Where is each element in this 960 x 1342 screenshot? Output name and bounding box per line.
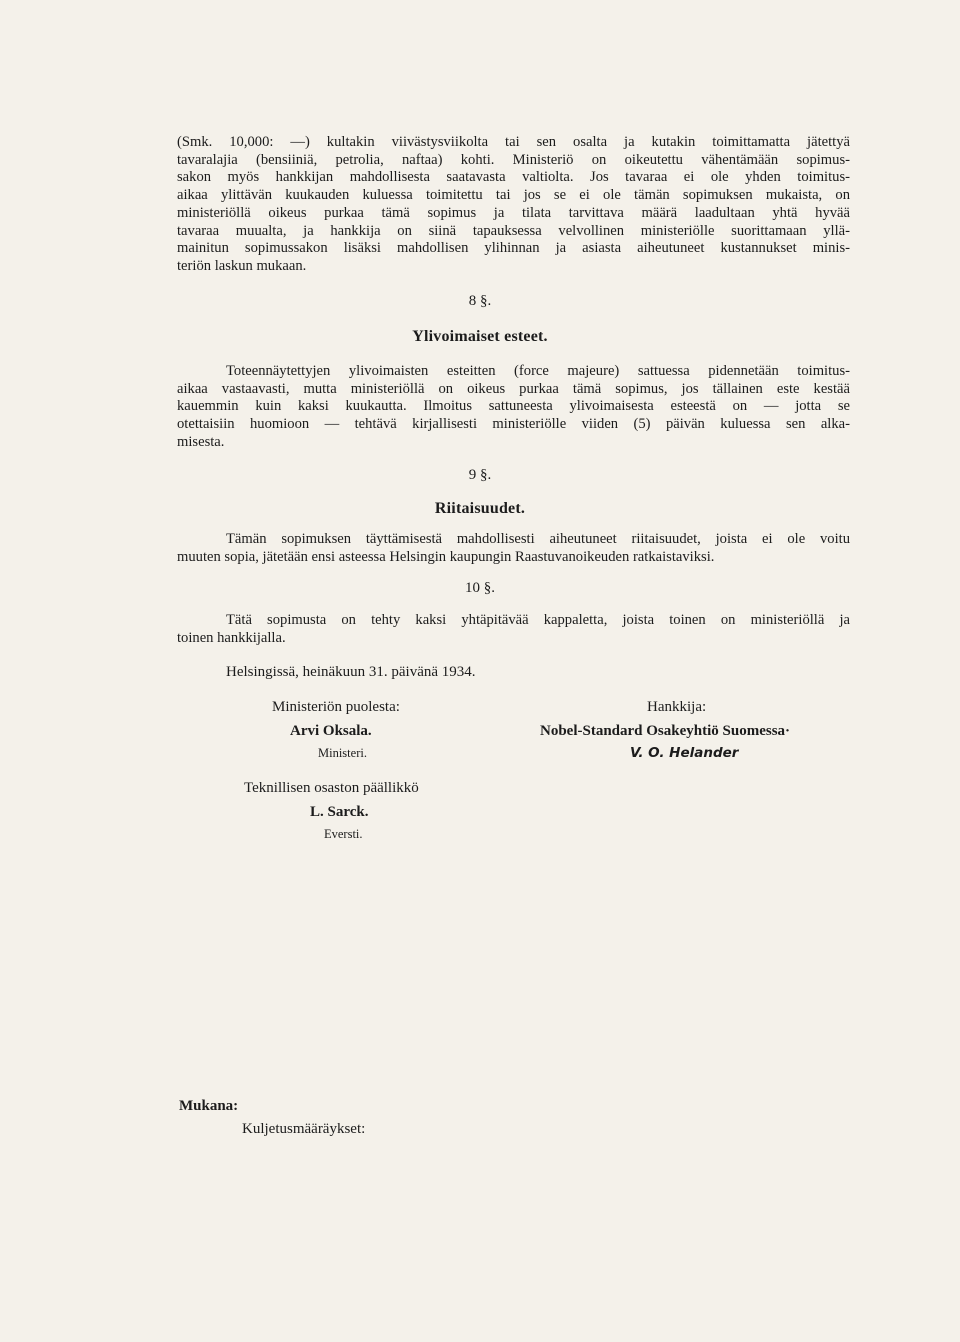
text-line: ministeriöllä oikeus purkaa tämä sopimus ja tilata tarvittava määrä laadultaan yhtä hyvää: [177, 204, 850, 221]
ministry-signer-name: Arvi Oksala.: [290, 723, 372, 739]
text-line: Toteennäytettyjen ylivoimaisten esteitten (force majeure) sattuessa pidennetään toimitus-: [226, 363, 850, 379]
text-line: sakon myös hankkijan mahdollisesta saatavasta valtiolta. Jos tavaraa ei ole yhden toimitus-: [177, 169, 850, 186]
text-line: toinen hankkijalla.: [177, 629, 286, 646]
text-line: muuten sopia, jätetään ensi asteessa Helsingin kaupungin Raastuvanoikeuden ratkaistaviksi.: [177, 548, 715, 565]
penalty-paragraph: [177, 134, 850, 276]
force-majeure-paragraph: [177, 363, 850, 452]
text-line: tavaralajia (bensiiniä, petrolia, naftaa) kohti. Ministeriö on oikeutettu vähentämään sopimus-: [177, 151, 850, 168]
text-line: kauemmin kuin kaksi kuukautta. Ilmoitus sattuneesta ylivoimaisesta esteestä on — jotta se: [177, 398, 850, 415]
text-line: otettaisiin huomioon — tehtävä kirjallisesti ministeriölle viiden (5) päivän kuluessa sen alka-: [177, 416, 850, 433]
supplier-company: Nobel-Standard Osakeyhtiö Suomessa·: [540, 723, 791, 739]
text-line: mainitun sopimussakon lisäksi mahdollisen ylihinnan ja asiasta aiheutuneet kustannukset minis-: [177, 240, 850, 257]
text-line: teriön laskun mukaan.: [177, 257, 307, 274]
text-line: tavaraa muualta, ja hankkija on siinä tapauksessa velvollinen ministeriölle suorittamaan yllä-: [177, 222, 850, 239]
supplier-label: Hankkija:: [647, 699, 707, 715]
text-line: aikaa ylittävän kuukauden kuluessa toimitettu tai jos se ei ole tämän sopimuksen mukaista, on: [177, 187, 850, 204]
section-9-number: 9 §.: [468, 467, 492, 483]
copies-paragraph: [177, 612, 850, 647]
ministry-label: Ministeriön puolesta:: [272, 699, 400, 715]
tech-signer-title: Eversti.: [324, 827, 363, 841]
section-10-number: 10 §.: [465, 580, 495, 596]
disputes-paragraph: [177, 531, 850, 566]
section-8-number: 8 §.: [468, 293, 492, 309]
text-line: (Smk. 10,000: —) kultakin viivästysviikolta tai sen osalta ja kutakin toimittamatta jätettyä: [177, 134, 850, 150]
ministry-signer-title: Ministeri.: [318, 746, 367, 760]
section-8-title: Ylivoimaiset esteet.: [412, 328, 548, 345]
text-line: Tämän sopimuksen täyttämisestä mahdollisesti aiheutuneet riitaisuudet, joista ei ole voitu: [226, 531, 850, 547]
tech-dept-label: Teknillisen osaston päällikkö: [244, 780, 419, 796]
section-9-title: Riitaisuudet.: [434, 500, 526, 517]
place-date: Helsingissä, heinäkuun 31. päivänä 1934.: [226, 664, 476, 680]
attachments-label: Mukana:: [179, 1098, 239, 1114]
supplier-signer: V. O. Helander: [630, 745, 739, 761]
attachments-item: Kuljetusmääräykset:: [242, 1121, 366, 1137]
text-line: misesta.: [177, 433, 225, 450]
text-line: Tätä sopimusta on tehty kaksi yhtäpitävää kappaletta, joista toinen on ministeriöllä ja: [226, 612, 850, 628]
tech-signer-name: L. Sarck.: [310, 804, 369, 820]
text-line: aikaa vastaavasti, mutta ministeriöllä on oikeus purkaa tämä sopimus, jos tällainen este kestää: [177, 380, 850, 397]
